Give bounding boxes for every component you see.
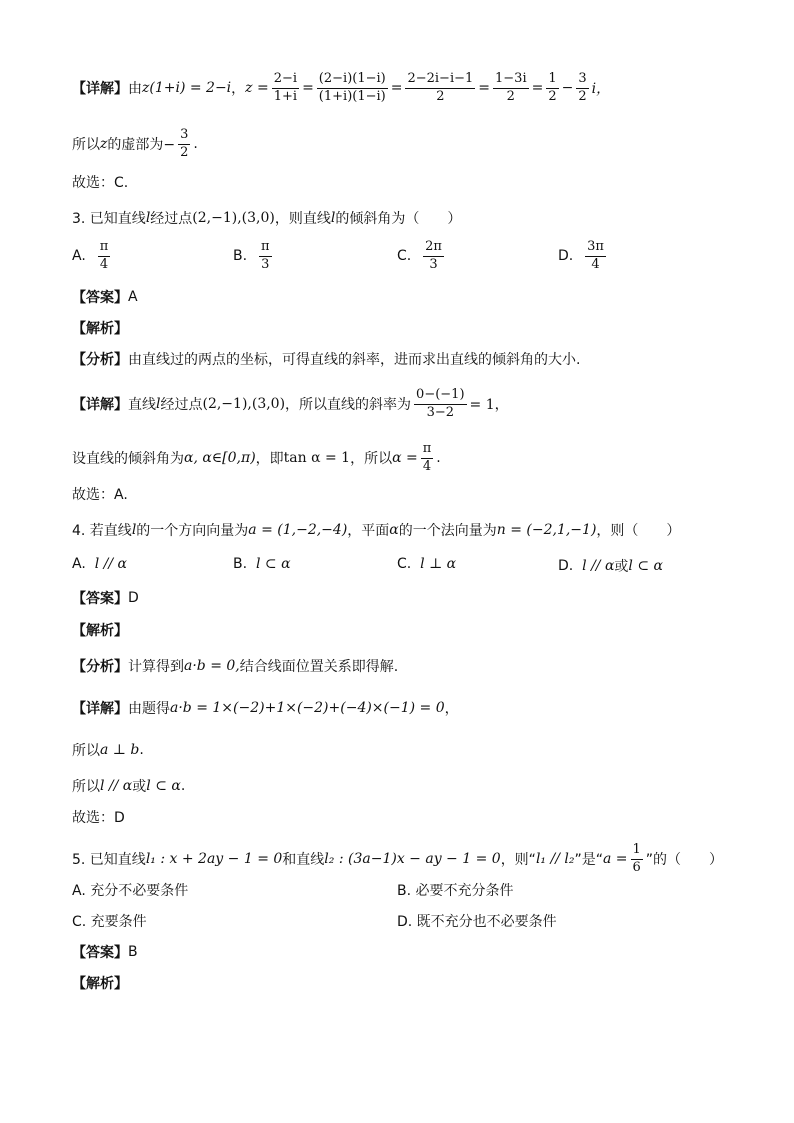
text: 的一个方向向量为 (136, 523, 249, 539)
q2-imag-line (72, 128, 734, 161)
fraction: $\frac{(2-i)(1-i)}{(1+i)(1-i)}$ (318, 71, 386, 104)
math: l₂ : (3a−1)x − ay − 1 = 0 (324, 851, 501, 868)
fraction: $\frac{\pi}{4}$ (422, 441, 432, 474)
text: 由直线过的两点的坐标，可得直线的斜率，进而求出直线的倾斜角的大小. (128, 352, 581, 368)
q4-fenxi (72, 656, 734, 676)
text: . (193, 136, 198, 153)
text: 经过点 (160, 397, 203, 414)
math: l (131, 522, 137, 538)
analysis-tag: 【解析】 (72, 623, 128, 639)
q5-option-c: C. 充要条件 (72, 914, 147, 930)
detail-tag: 【详解】 (72, 701, 128, 717)
fraction: $\frac{1}{6}$ (632, 842, 641, 875)
fenxi-tag: 【分析】 (72, 352, 128, 368)
text: ，所以直线的斜率为 (285, 397, 412, 414)
analysis-tag: 【解析】 (72, 321, 128, 337)
text: 3. 已知直线 (72, 211, 146, 227)
math: z = (245, 80, 269, 97)
text: 直线 (128, 397, 156, 414)
math: n = (−2,1,−1) (496, 522, 597, 538)
text: 由 (128, 81, 142, 98)
text: ，则“ (500, 852, 536, 869)
q5-option-b: B. 必要不充分条件 (397, 883, 514, 899)
math: a·b = 1×(−2)+1×(−2)+(−4)×(−1) = 0 (170, 700, 445, 716)
text: ，则直线 (274, 211, 331, 227)
text: 经过点 (150, 211, 193, 227)
fraction: $\frac{2-2i-i-1}{2}$ (407, 71, 474, 104)
choice-text: 故选：A. (72, 487, 128, 503)
text: 的一个法向量为 (398, 523, 497, 539)
text: ”的（ ） (645, 852, 724, 869)
detail-tag: 【详解】 (72, 397, 128, 414)
text: ，则（ ） (596, 523, 681, 539)
math: l (145, 210, 151, 226)
analysis-tag: 【解析】 (72, 976, 128, 992)
text: . (139, 742, 144, 758)
q4-detail (72, 698, 734, 718)
q3-option-b: B. $\frac{\pi}{3}$ (233, 239, 270, 272)
q3-detail (72, 388, 734, 421)
text: 或 (132, 779, 147, 795)
answer-value: D (128, 590, 139, 606)
math: a = (602, 851, 628, 868)
text: . (180, 778, 186, 794)
q4-option-c: C. l ⊥ α (397, 556, 457, 572)
text: 设直线的倾斜角为 (72, 451, 184, 468)
q3-option-a: A. $\frac{\pi}{4}$ (72, 239, 109, 272)
math: a = (1,−2,−4) (248, 522, 348, 538)
text: ”是“ (574, 852, 603, 869)
text: 和直线 (282, 852, 325, 869)
math: a ⊥ b (100, 742, 140, 758)
text: 的虚部为− (107, 137, 176, 154)
text: 所以 (72, 779, 100, 795)
math: (2,−1),(3,0) (202, 396, 286, 413)
text: ， (444, 701, 459, 717)
fenxi-tag: 【分析】 (72, 659, 128, 675)
q4-choice (72, 807, 734, 827)
text: 的倾斜角为（ ） (335, 211, 462, 227)
q2-choice (72, 172, 734, 192)
q5-stem (72, 843, 734, 876)
q3-option-c: C. $\frac{2\pi}{3}$ (397, 239, 442, 272)
q4-analysis (72, 620, 734, 640)
choice-text: 故选：C. (72, 175, 129, 191)
fraction: $\frac{2-i}{1+i}$ (273, 71, 298, 104)
math: a·b = 0, (184, 658, 240, 674)
text: 所以 (72, 137, 100, 154)
fraction: $\frac{3}{2}$ (578, 71, 587, 104)
text: 结合线面位置关系即得解. (239, 659, 399, 675)
text: ，平面 (347, 523, 390, 539)
math: l₁ // l₂ (535, 851, 575, 868)
q3-stem (72, 208, 734, 228)
q4-option-a: A. l // α (72, 556, 127, 572)
fraction: $\frac{1-3i}{2}$ (495, 71, 527, 104)
q3-fenxi (72, 349, 734, 369)
q3-answer (72, 287, 734, 307)
fraction: $\frac{0-(-1)}{3-2}$ (416, 387, 465, 420)
fraction: $\frac{3}{2}$ (180, 127, 189, 160)
q3-angle (72, 442, 734, 475)
math: i， (591, 81, 611, 98)
answer-tag: 【答案】 (72, 945, 128, 961)
fraction: $\frac{1}{2}$ (548, 71, 557, 104)
q3-option-d: D. $\frac{3\pi}{4}$ (558, 239, 604, 272)
q4-option-b: B. l ⊂ α (233, 556, 291, 572)
answer-tag: 【答案】 (72, 290, 128, 306)
text: ，即 (255, 451, 284, 468)
math: z (100, 136, 108, 153)
math: l (156, 396, 161, 413)
choice-text: 故选：D (72, 810, 125, 826)
q2-detail-line: 【详解】 由 z(1+i) = 2−i ， z = $\frac{2-i}{1+i}$ = $\frac{(2-i)(1-i)}{(1+i)(1-i)}$ = $\frac{2-2i-i-1}{2}$ = $\frac{1-3i}{2}$ = $\frac{1}{2}$ − $\frac{3}{2}$ i， (72, 71, 611, 104)
answer-tag: 【答案】 (72, 591, 128, 607)
q3-choice (72, 484, 734, 504)
text: 4. 若直线 (72, 523, 132, 539)
q4-option-d: D. l // α 或 l ⊂ α (558, 558, 663, 575)
text: 5. 已知直线 (72, 852, 146, 869)
math: = 1， (469, 397, 509, 414)
math: l // α (100, 778, 133, 794)
text: ，所以 (350, 451, 393, 468)
math: (2,−1),(3,0) (192, 210, 275, 226)
q5-option-a: A. 充分不必要条件 (72, 883, 189, 899)
text: 计算得到 (128, 659, 184, 675)
q4-answer (72, 588, 734, 608)
math: l (330, 210, 336, 226)
math: l₁ : x + 2ay − 1 = 0 (145, 851, 283, 868)
q4-stem (72, 520, 734, 540)
math: l ⊂ α (146, 778, 181, 794)
answer-value: B (128, 944, 138, 960)
text: 所以 (72, 743, 100, 759)
math: α = (392, 450, 418, 467)
q3-analysis (72, 318, 734, 338)
q5-analysis (72, 973, 734, 993)
math: tan α = 1 (283, 450, 351, 467)
detail-tag: 【详解】 (72, 81, 128, 98)
q4-relation (72, 776, 734, 796)
q5-option-d: D. 既不充分也不必要条件 (397, 914, 557, 930)
text: . (436, 450, 441, 467)
q4-perp (72, 740, 734, 760)
math: α, α∈[0,π) (184, 450, 256, 467)
answer-value: A (128, 289, 138, 305)
math: z(1+i) = 2−i (142, 80, 232, 97)
q5-answer (72, 942, 734, 962)
math: α (389, 522, 399, 538)
text: ， (231, 81, 246, 98)
text: 由题得 (128, 701, 170, 717)
